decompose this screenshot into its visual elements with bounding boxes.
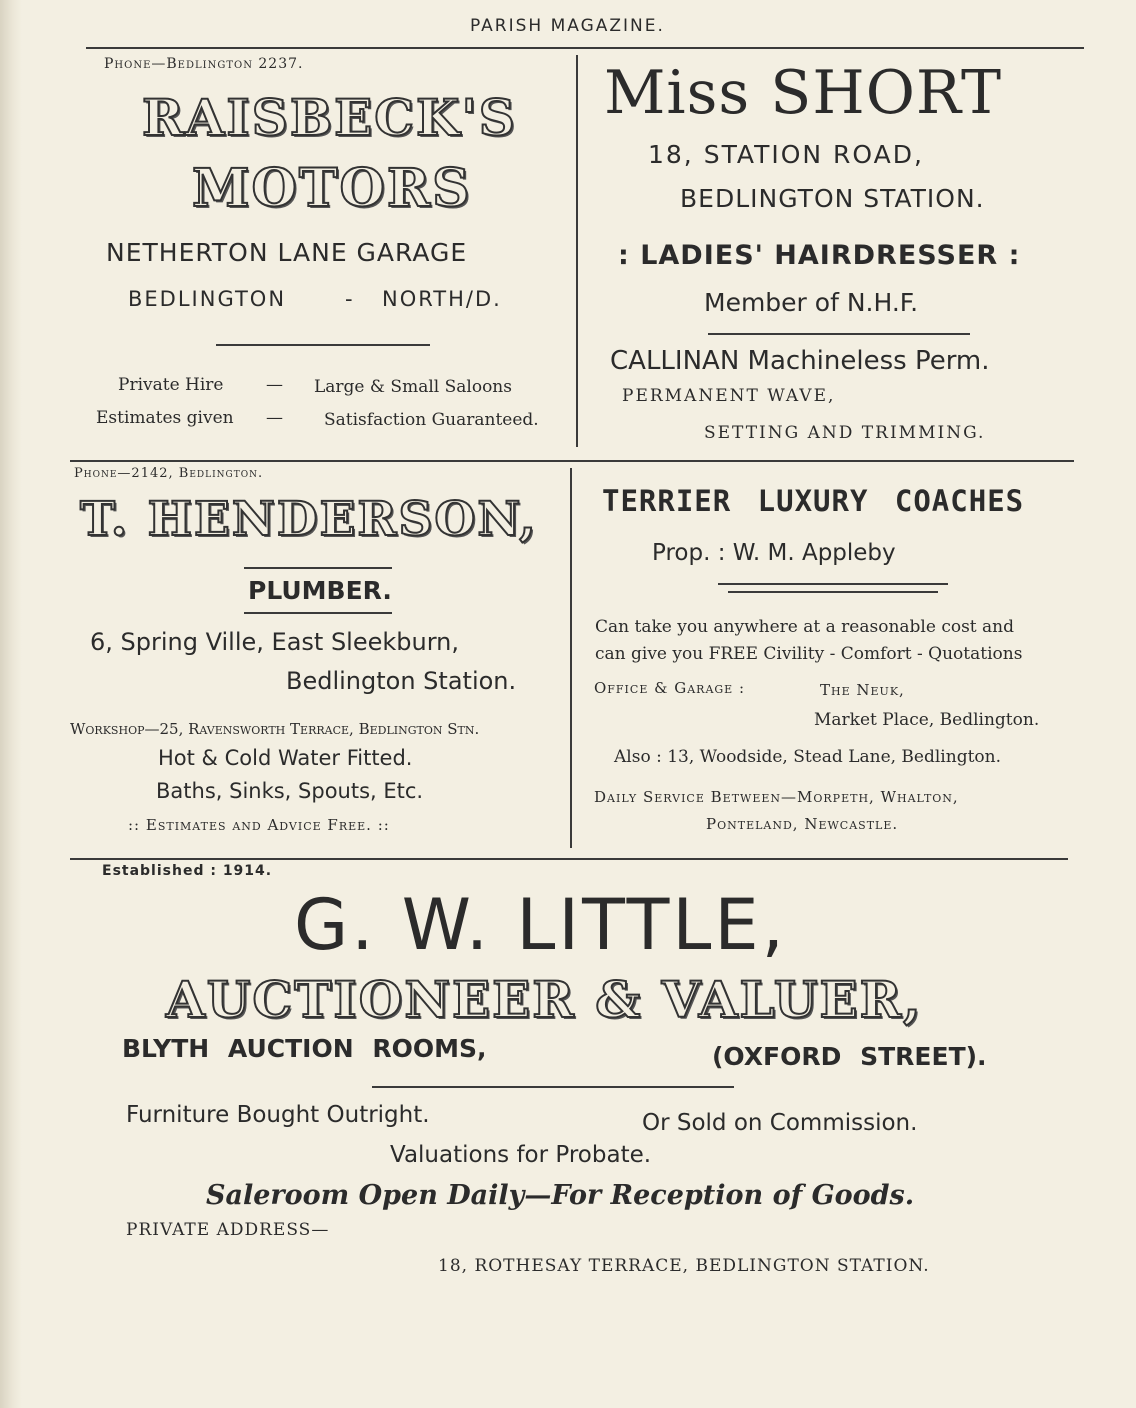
henderson-workshop: Workshop—25, Ravensworth Terrace, Bedlington Stn.	[70, 720, 480, 738]
terrier-desc2: can give you FREE Civility - Comfort - Quotations	[595, 644, 1023, 664]
short-address1: 18, STATION ROAD,	[648, 140, 924, 169]
terrier-desc1: Can take you anywhere at a reasonable cost and	[595, 617, 1014, 637]
raisbeck-row1-right: Large & Small Saloons	[314, 377, 512, 397]
little-rule	[372, 1086, 734, 1088]
terrier-daily1: Daily Service Between—Morpeth, Whalton,	[594, 788, 959, 806]
raisbeck-name-line2: MOTORS	[192, 158, 472, 219]
short-address2: BEDLINGTON STATION.	[680, 184, 985, 213]
terrier-also: Also : 13, Woodside, Stead Lane, Bedlington.	[614, 747, 1001, 767]
header-rule	[86, 47, 1084, 49]
little-sold: Or Sold on Commission.	[642, 1110, 918, 1136]
column-divider-middle	[570, 468, 572, 848]
row-rule-2	[70, 858, 1068, 860]
short-rule	[708, 333, 970, 335]
terrier-daily2: Ponteland, Newcastle.	[706, 815, 899, 833]
little-trade: AUCTIONEER & VALUER,	[166, 970, 923, 1029]
henderson-estimates: :: Estimates and Advice Free. ::	[128, 816, 390, 834]
henderson-trade: PLUMBER.	[248, 576, 392, 605]
henderson-phone: Phone—2142, Bedlington.	[74, 466, 264, 481]
column-divider-top	[576, 55, 578, 447]
little-private-label: PRIVATE ADDRESS—	[126, 1220, 330, 1240]
raisbeck-place-left: BEDLINGTON	[128, 287, 287, 311]
raisbeck-row1-dash: —	[266, 375, 283, 395]
short-perm: CALLINAN Machineless Perm.	[610, 346, 990, 376]
little-private-address: 18, ROTHESAY TERRACE, BEDLINGTON STATION.	[438, 1256, 930, 1276]
page-header-title: PARISH MAGAZINE.	[470, 16, 665, 36]
raisbeck-garage: NETHERTON LANE GARAGE	[106, 238, 468, 267]
raisbeck-place-right: NORTH/D.	[382, 287, 502, 311]
short-service2: SETTING AND TRIMMING.	[704, 423, 986, 443]
little-established: Established : 1914.	[102, 863, 273, 879]
little-name: G. W. LITTLE,	[294, 884, 787, 966]
page-edge-shadow	[0, 0, 22, 1408]
short-trade: : LADIES' HAIRDRESSER :	[618, 240, 1021, 271]
raisbeck-row2-right: Satisfaction Guaranteed.	[324, 410, 539, 430]
terrier-office1: The Neuk,	[820, 681, 905, 699]
raisbeck-rule	[216, 344, 430, 346]
terrier-prop: Prop. : W. M. Appleby	[652, 540, 896, 566]
short-name: Miss SHORT	[604, 58, 1003, 128]
raisbeck-row2-dash: —	[266, 408, 283, 428]
short-member: Member of N.H.F.	[704, 288, 919, 317]
henderson-address1: 6, Spring Ville, East Sleekburn,	[90, 628, 459, 656]
henderson-address2: Bedlington Station.	[286, 667, 517, 695]
terrier-rule-1	[718, 583, 948, 585]
short-service1: PERMANENT WAVE,	[622, 386, 836, 406]
henderson-name: T. HENDERSON,	[80, 492, 538, 547]
terrier-name: TERRIER LUXURY COACHES	[602, 484, 1025, 518]
little-saleroom: Saleroom Open Daily—For Reception of Goods.	[206, 1180, 915, 1211]
henderson-line2: Baths, Sinks, Spouts, Etc.	[156, 779, 424, 803]
terrier-rule-2	[728, 591, 938, 593]
raisbeck-name-line1: RAISBECK'S	[142, 88, 517, 147]
raisbeck-place-dash: -	[345, 287, 353, 311]
raisbeck-phone: Phone—Bedlington 2237.	[104, 56, 304, 72]
terrier-office2: Market Place, Bedlington.	[814, 710, 1040, 730]
terrier-office-label: Office & Garage :	[594, 679, 746, 697]
little-rooms-left: BLYTH AUCTION ROOMS,	[122, 1034, 487, 1063]
raisbeck-row1-left: Private Hire	[118, 375, 224, 395]
henderson-rule-top	[244, 567, 392, 569]
henderson-line1: Hot & Cold Water Fitted.	[158, 746, 413, 770]
little-bought: Furniture Bought Outright.	[126, 1102, 430, 1128]
row-rule-1	[70, 460, 1074, 462]
little-rooms-right: (OXFORD STREET).	[712, 1042, 987, 1071]
henderson-rule-bottom	[244, 612, 392, 614]
raisbeck-row2-left: Estimates given	[96, 408, 234, 428]
little-probate: Valuations for Probate.	[390, 1142, 652, 1168]
